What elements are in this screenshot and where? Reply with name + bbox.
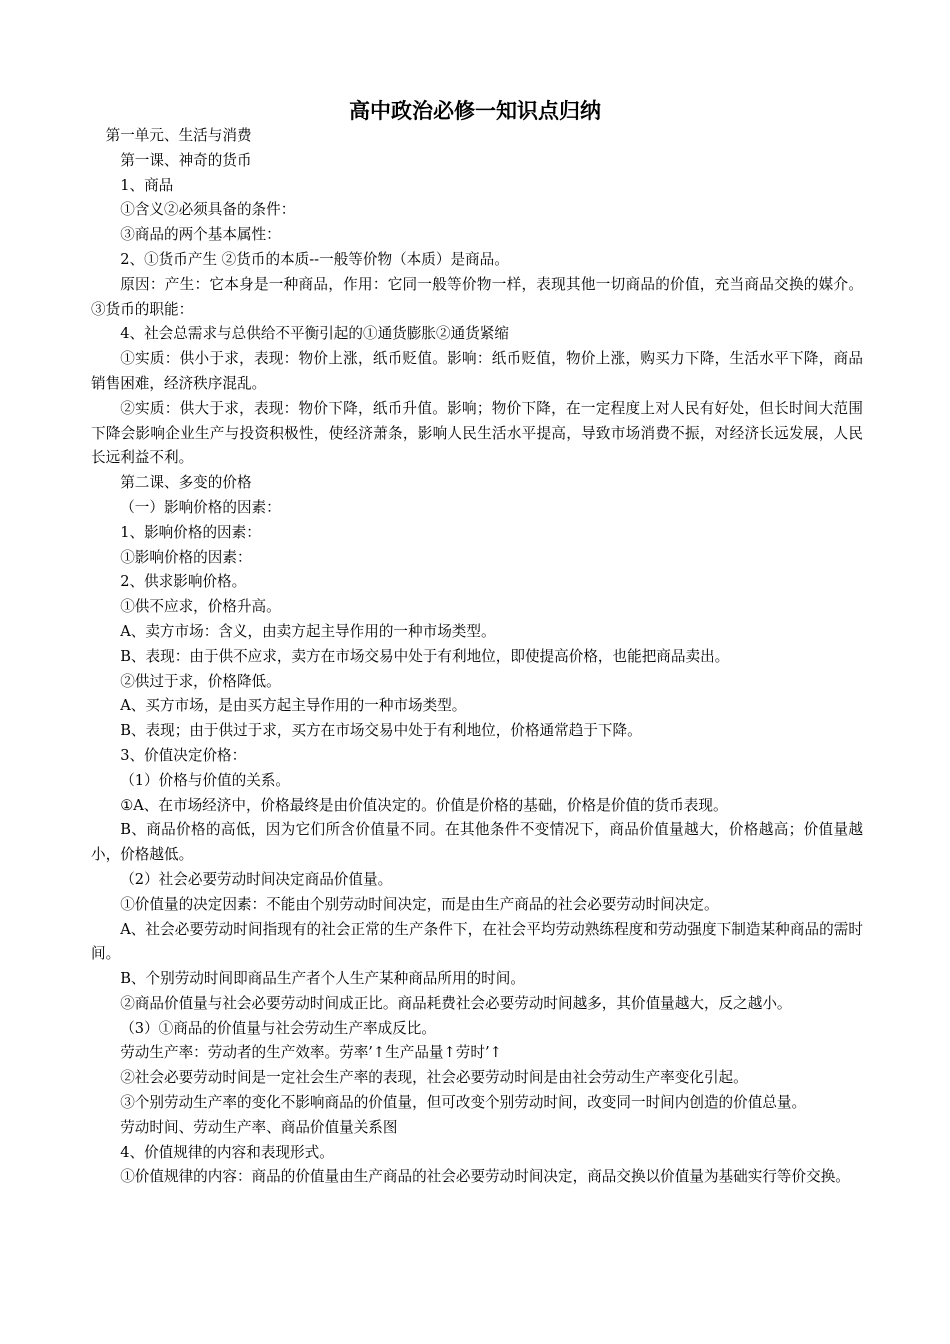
body-paragraph: ②实质：供大于求，表现：物价下降，纸币升值。影响；物价下降，在一定程度上对人民有好处，但长时间大范围下降会影响企业生产与投资积极性，使经济萧条，影响人民生活水平提高，导致市场消费不振，对经济长远发展，人民长远利益不利。: [91, 399, 863, 467]
body-paragraph: （3）①商品的价值量与社会劳动生产率成反比。: [120, 1019, 436, 1037]
body-paragraph: B、商品价格的高低，因为它们所含价值量不同。在其他条件不变情况下，商品价值量越大，价格越高；价值量越小，价格越低。: [91, 821, 863, 864]
body-paragraph: B、表现；由于供过于求，买方在市场交易中处于有利地位，价格通常趋于下降。: [120, 722, 642, 740]
body-paragraph: ①价值量的决定因素：不能由个别劳动时间决定，而是由生产商品的社会必要劳动时间决定。: [120, 895, 719, 913]
body-paragraph: A、卖方市场：含义，由卖方起主导作用的一种市场类型。: [120, 622, 496, 640]
body-paragraph: 1、商品: [120, 176, 174, 194]
body-paragraph: ③个别劳动生产率的变化不影响商品的价值量，但可改变个别劳动时间，改变同一时间内创造的价值总量。: [120, 1094, 807, 1112]
body-paragraph: 1、影响价格的因素：: [120, 523, 261, 541]
body-paragraph: ①实质：供小于求，表现：物价上涨，纸币贬值。影响：纸币贬值，物价上涨，购买力下降，生活水平下降，商品销售困难，经济秩序混乱。: [91, 350, 863, 392]
body-paragraph: 4、社会总需求与总供给不平衡引起的①通货膨胀②通货紧缩: [120, 325, 509, 343]
body-paragraph: 3、价值决定价格：: [120, 746, 247, 764]
body-paragraph: ①影响价格的因素：: [120, 548, 252, 566]
document-body: [91, 124, 863, 1190]
body-paragraph: ①A、在市场经济中，价格最终是由价值决定的。价值是价格的基础，价格是价值的货币表现。: [120, 796, 728, 814]
document-title: 高中政治必修一知识点归纳: [349, 98, 601, 123]
body-paragraph: （一）影响价格的因素：: [120, 498, 281, 516]
body-paragraph: 第二课、多变的价格: [120, 474, 252, 492]
body-paragraph: 劳动生产率：劳动者的生产效率。劳率’↑生产品量↑劳时’↑: [120, 1044, 502, 1062]
body-paragraph: ②商品价值量与社会必要劳动时间成正比。商品耗费社会必要劳动时间越多，其价值量越大，反之越小。: [120, 994, 792, 1012]
body-paragraph: 4、价值规律的内容和表现形式。: [120, 1143, 334, 1161]
body-paragraph: ①供不应求，价格升高。: [120, 598, 281, 616]
body-paragraph: （1）价格与价值的关系。: [120, 771, 291, 789]
body-paragraph: （2）社会必要劳动时间决定商品价值量。: [120, 870, 393, 888]
body-paragraph: ②社会必要劳动时间是一定社会生产率的表现，社会必要劳动时间是由社会劳动生产率变化引起。: [120, 1069, 748, 1087]
body-paragraph: 第一课、神奇的货币: [120, 151, 252, 169]
body-paragraph: B、表现：由于供不应求，卖方在市场交易中处于有利地位，即使提高价格，也能把商品卖出。: [120, 647, 730, 665]
body-paragraph: ①价值规律的内容：商品的价值量由生产商品的社会必要劳动时间决定，商品交换以价值量为基础实行等价交换。: [120, 1168, 850, 1186]
body-paragraph: 原因：产生：它本身是一种商品，作用：它同一般等价物一样，表现其他一切商品的价值，充当商品交换的媒介。③货币的职能：: [91, 275, 863, 318]
body-paragraph: 2、供求影响价格。: [120, 573, 247, 591]
unit-heading: 第一单元、生活与消费: [105, 127, 252, 144]
body-paragraph: 劳动时间、劳动生产率、商品价值量关系图: [120, 1118, 398, 1136]
body-paragraph: A、买方市场，是由买方起主导作用的一种市场类型。: [120, 697, 467, 715]
body-paragraph: B、个别劳动时间即商品生产者个人生产某种商品所用的时间。: [120, 970, 525, 988]
body-paragraph: ③商品的两个基本属性：: [120, 226, 281, 244]
body-paragraph: A、社会必要劳动时间指现有的社会正常的生产条件下，在社会平均劳动熟练程度和劳动强度下制造某种商品的需时间。: [91, 920, 863, 963]
body-paragraph: ②供过于求，价格降低。: [120, 672, 281, 690]
body-paragraph: 2、①货币产生 ②货币的本质--一般等价物（本质）是商品。: [120, 250, 509, 268]
body-paragraph: ①含义②必须具备的条件：: [120, 201, 296, 219]
